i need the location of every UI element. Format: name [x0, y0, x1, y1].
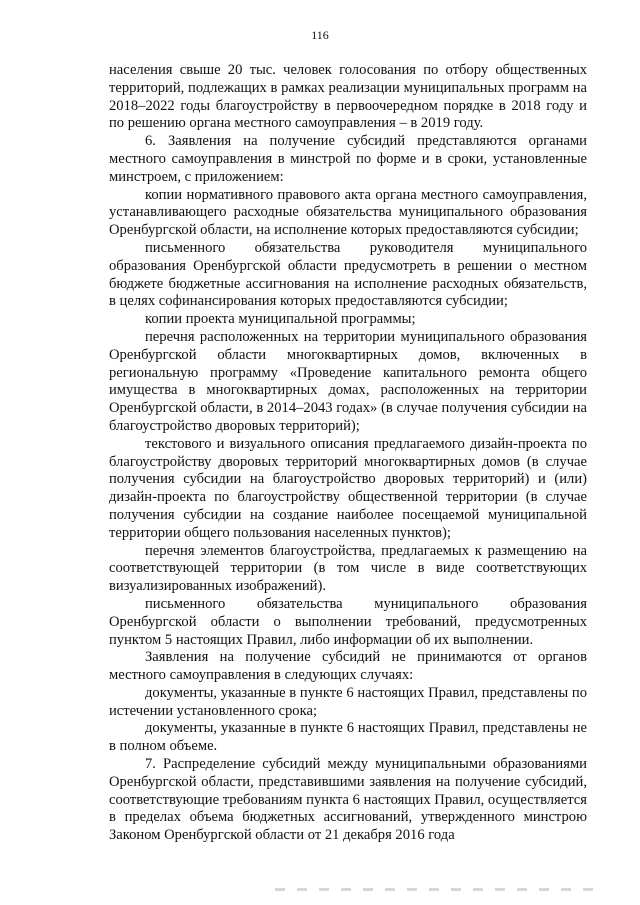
paragraph-item-7: 7. Распределение субсидий между муниципальными образованиями Оренбургской области, представившими заявления на получение субсидий, соответствующие требованиям пункта 6 настоящих Правил, осуществляется в пределах объема бюджетных ассигнований, утвержденного минстрою Законом Оренбургской области от 21 декабря 2016 года [109, 756, 587, 844]
paragraph-attachment-legal-act: копии нормативного правового акта органа местного самоуправления, устанавливающего расходные обязательства муниципального образования Оренбургской области, на исполнение которых предоставляются субсидии; [109, 186, 587, 239]
paragraph-attachment-design-project: текстового и визуального описания предлагаемого дизайн-проекта по благоустройству дворовых территорий многоквартирных домов (в случае получения субсидии на благоустройство дворовых территорий) и (или) дизайн-проекта по благоустройству общественной территории (в случае получения субсидии на создание наиболее посещаемой муниципальной территории общего пользования населенных пунктов); [109, 435, 587, 541]
paragraph-rejection-incomplete: документы, указанные в пункте 6 настоящих Правил, представлены не в полном объеме. [109, 720, 587, 755]
paragraph-attachment-obligation: письменного обязательства руководителя муниципального образования Оренбургской области предусмотреть в решении о местном бюджете бюджетные ассигнования на исполнение расходных обязательств, в целях софинансирования которых предоставляются субсидии; [109, 239, 587, 310]
paragraph-attachment-program-draft: копии проекта муниципальной программы; [145, 311, 416, 328]
paragraph-rejection-intro: Заявления на получение субсидий не принимаются от органов местного самоуправления в следующих случаях: [109, 649, 587, 684]
paragraph-attachment-houses-list: перечня расположенных на территории муниципального образования Оренбургской области многоквартирных домов, включенных в региональную программу «Проведение капитального ремонта общего имущества в многоквартирных домах, расположенных на территории Оренбургской области, в 2014–2043 годах» (в случае получения субсидии на благоустройство дворовых территорий); [109, 328, 587, 434]
paragraph-continuation: населения свыше 20 тыс. человек голосования по отбору общественных территорий, подлежащих в рамках реализации муниципальных программ на 2018–2022 годы благоустройству в первоочередном порядке в 2018 году и по решению органа местного самоуправления – в 2019 году. [109, 62, 587, 132]
scan-artifact [275, 888, 595, 891]
page-number: 116 [311, 28, 329, 42]
paragraph-rejection-late: документы, указанные в пункте 6 настоящих Правил, представлены по истечении установленного срока; [109, 684, 587, 719]
paragraph-attachment-elements-list: перечня элементов благоустройства, предлагаемых к размещению на соответствующей территории (в том числе в виде соответствующих визуализированных изображений). [109, 542, 587, 595]
paragraph-item-6: 6. Заявления на получение субсидий представляются органами местного самоуправления в минстрой по форме и в сроки, установленные минстроем, с приложением: [109, 133, 587, 185]
document-body [109, 62, 587, 845]
paragraph-attachment-requirements: письменного обязательства муниципального образования Оренбургской области о выполнении требований, предусмотренных пунктом 5 настоящих Правил, либо информации об их выполнении. [109, 595, 587, 648]
